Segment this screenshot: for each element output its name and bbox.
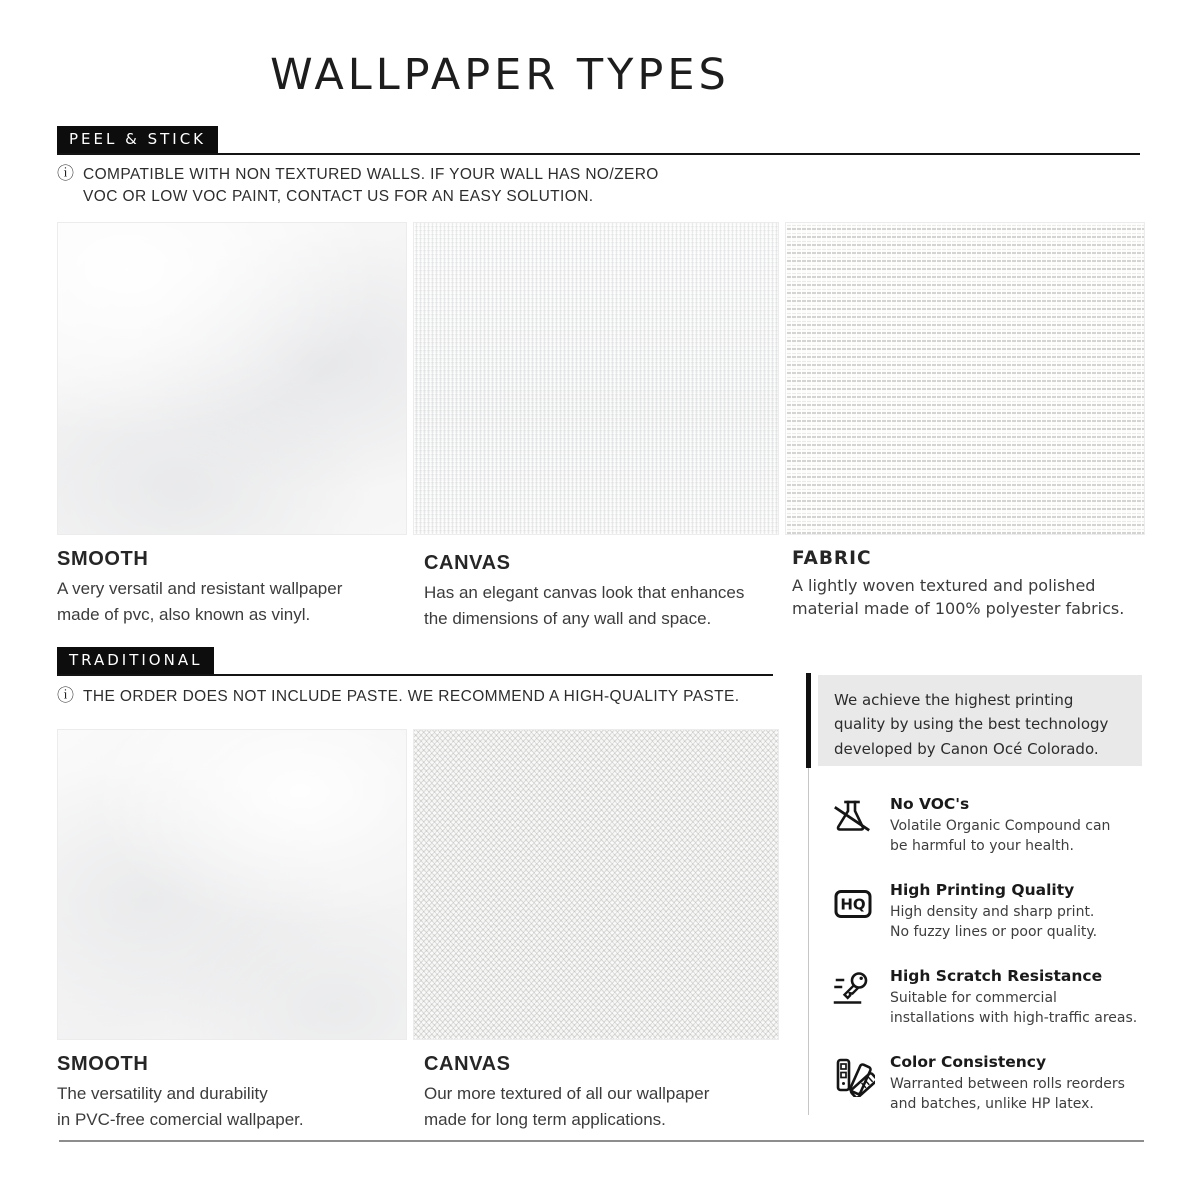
feature-title: High Printing Quality xyxy=(890,881,1075,899)
peel-fabric-texture-swatch xyxy=(785,222,1145,535)
peel-smooth-texture-swatch xyxy=(57,222,407,535)
feature-line: installations with high-traffic areas. xyxy=(890,1010,1138,1027)
quote-line: developed by Canon Océ Colorado. xyxy=(834,739,1099,758)
feature-line: and batches, unlike HP latex. xyxy=(890,1096,1094,1113)
page-title: WALLPAPER TYPES xyxy=(270,50,730,100)
desc-line: Has an elegant canvas look that enhances xyxy=(424,583,745,602)
swatch-description xyxy=(424,580,779,631)
swatch-description xyxy=(57,1081,407,1132)
swatch-title: CANVAS xyxy=(424,1053,511,1075)
scratch-resistance-icon xyxy=(831,967,875,1011)
desc-line: in PVC-free comercial wallpaper. xyxy=(57,1109,304,1129)
feature-body xyxy=(890,988,1137,1029)
peel-canvas-texture-swatch xyxy=(413,222,779,535)
traditional-note-text xyxy=(83,686,739,708)
feature-line: Warranted between rolls reorders xyxy=(890,1076,1125,1092)
bottom-divider-rule xyxy=(59,1140,1144,1142)
swatch-description xyxy=(57,576,407,627)
section-label-peel-stick: PEEL & STICK xyxy=(57,126,218,153)
note-line: THE ORDER DOES NOT INCLUDE PASTE. WE RECOMMEND A HIGH-QUALITY PASTE. xyxy=(83,688,740,705)
traditional-smooth-column xyxy=(57,729,407,1132)
feature-body xyxy=(890,816,1110,857)
swatch-title: CANVAS xyxy=(424,552,511,574)
feature-high-scratch-resistance xyxy=(831,967,1161,1029)
desc-line: Our more textured of all our wallpaper xyxy=(424,1084,710,1103)
peel-canvas-column xyxy=(413,222,779,631)
section-label-traditional: TRADITIONAL xyxy=(57,647,214,674)
feature-body xyxy=(890,902,1097,943)
note-line: COMPATIBLE WITH NON TEXTURED WALLS. IF YOUR WALL HAS NO/ZERO xyxy=(83,166,659,183)
desc-line: A very versatil and resistant wallpaper xyxy=(57,579,343,598)
hq-badge-icon xyxy=(831,881,875,925)
desc-line: made of pvc, also known as vinyl. xyxy=(57,604,311,624)
desc-line: A lightly woven textured and polished xyxy=(792,576,1096,595)
sidebar-accent-bar xyxy=(806,673,811,768)
feature-body xyxy=(890,1074,1125,1115)
no-voc-icon xyxy=(831,795,875,839)
peel-smooth-column xyxy=(57,222,407,627)
feature-line: Volatile Organic Compound can xyxy=(890,818,1111,834)
sidebar-divider-line xyxy=(808,768,809,1115)
feature-no-voc xyxy=(831,795,1161,857)
section-rule-peel-stick xyxy=(57,126,1140,155)
feature-title: No VOC's xyxy=(890,795,970,813)
feature-line: Suitable for commercial xyxy=(890,990,1057,1006)
note-line: VOC OR LOW VOC PAINT, CONTACT US FOR AN EASY SOLUTION. xyxy=(83,188,594,205)
swatch-description xyxy=(792,574,1145,620)
traditional-canvas-column xyxy=(413,729,779,1132)
peel-fabric-column xyxy=(785,222,1145,620)
feature-color-consistency xyxy=(831,1053,1161,1115)
quote-line: quality by using the best technology xyxy=(834,715,1109,734)
swatch-title: FABRIC xyxy=(792,548,872,569)
color-swatches-icon xyxy=(831,1053,875,1097)
traditional-smooth-texture-swatch xyxy=(57,729,407,1040)
feature-title: High Scratch Resistance xyxy=(890,967,1103,985)
section-rule-traditional xyxy=(57,647,773,676)
quote-line: We achieve the highest printing xyxy=(834,691,1074,709)
feature-line: No fuzzy lines or poor quality. xyxy=(890,924,1098,941)
desc-line: made for long term applications. xyxy=(424,1109,666,1129)
svg-text:HQ: HQ xyxy=(840,895,866,914)
traditional-canvas-texture-swatch xyxy=(413,729,779,1040)
feature-line: High density and sharp print. xyxy=(890,904,1095,920)
info-icon: ⓘ xyxy=(57,686,74,706)
feature-high-printing-quality xyxy=(831,881,1161,943)
peel-stick-note-text xyxy=(83,164,659,208)
swatch-description xyxy=(424,1081,779,1132)
swatch-title: SMOOTH xyxy=(57,548,149,570)
desc-line: The versatility and durability xyxy=(57,1084,268,1103)
traditional-note xyxy=(57,686,739,708)
feature-title: Color Consistency xyxy=(890,1053,1047,1071)
desc-line: the dimensions of any wall and space. xyxy=(424,608,712,628)
swatch-title: SMOOTH xyxy=(57,1053,149,1075)
desc-line: material made of 100% polyester fabrics. xyxy=(792,599,1125,619)
info-icon: ⓘ xyxy=(57,164,74,184)
peel-stick-note xyxy=(57,164,659,208)
printing-quality-quote xyxy=(818,675,1142,766)
feature-line: be harmful to your health. xyxy=(890,838,1074,855)
